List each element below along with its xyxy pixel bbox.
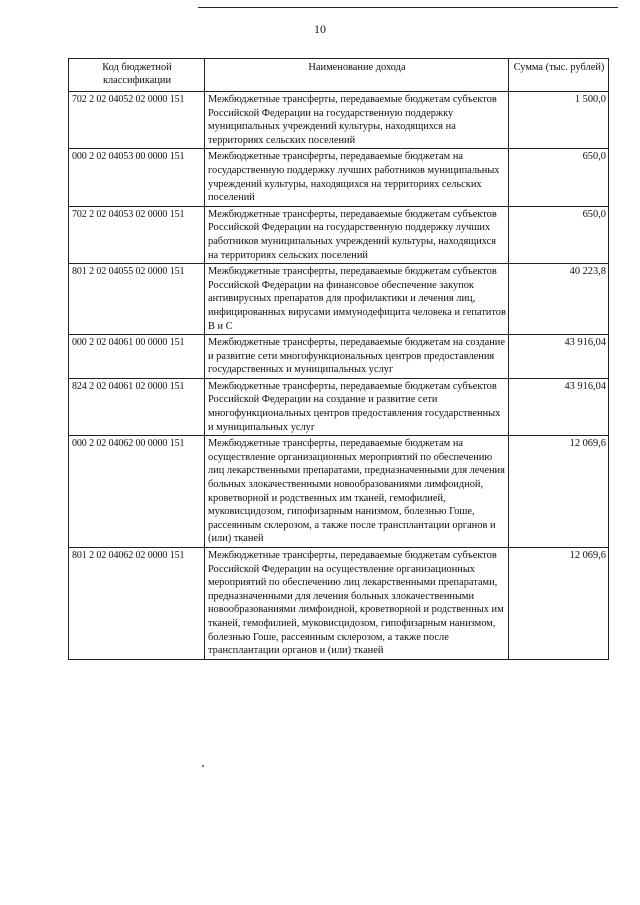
row-sum: 650,0 [509,149,609,206]
income-table [68,58,609,660]
row-name: Межбюджетные трансферты, передаваемые бюджетам на осуществление организационных мероприятий по обеспечению лиц лекарственными препаратами, предназначенными для лечения больных злокачественными новообразованиями лимфоидной, кроветворной и родственных им тканей, гемофилией, муковисцидозом, гипофизарным нанизмом, болезнью Гоше, рассеянным склерозом, а также после трансплантации органов и (или) тканей [205,436,509,548]
row-code: 000 2 02 04062 00 0000 151 [69,436,205,548]
scan-speck [202,765,204,767]
table-row [69,548,609,660]
table-header-row [69,59,609,92]
row-sum: 43 916,04 [509,335,609,379]
row-name: Межбюджетные трансферты, передаваемые бюджетам на государственную поддержку лучших работников муниципальных учреждений культуры, находящихся на территориях сельских поселений [205,149,509,206]
row-name: Межбюджетные трансферты, передаваемые бюджетам субъектов Российской Федерации на государственную поддержку лучших работников муниципальных учреждений культуры, находящихся на территориях сельских поселений [205,206,509,263]
header-code: Код бюджетной классификации [69,59,205,92]
row-name: Межбюджетные трансферты, передаваемые бюджетам субъектов Российской Федерации на создание и развитие сети многофункциональных центров предоставления государственных и муниципальных услуг [205,378,509,435]
table-row [69,335,609,379]
row-name: Межбюджетные трансферты, передаваемые бюджетам субъектов Российской Федерации на осуществление организационных мероприятий по обеспечению лиц лекарственными препаратами, предназначенными для лечения больных злокачественными новообразованиями лимфоидной, кроветворной и родственных им тканей, гемофилией, муковисцидозом, гипофизарным нанизмом, болезнью Гоше, рассеянным склерозом, а также после трансплантации органов и (или) тканей [205,548,509,660]
table-row [69,436,609,548]
header-sum: Сумма (тыс. рублей) [509,59,609,92]
row-code: 702 2 02 04052 02 0000 151 [69,92,205,149]
top-rule [198,7,618,8]
row-code: 000 2 02 04053 00 0000 151 [69,149,205,206]
row-sum: 12 069,6 [509,548,609,660]
row-name: Межбюджетные трансферты, передаваемые бюджетам субъектов Российской Федерации на финансовое обеспечение закупок антивирусных препаратов для профилактики и лечения лиц, инфицированных вирусами иммунодефицита человека и гепатитов B и C [205,264,509,335]
row-sum: 40 223,8 [509,264,609,335]
header-name: Наименование дохода [205,59,509,92]
row-name: Межбюджетные трансферты, передаваемые бюджетам на создание и развитие сети многофункциональных центров предоставления государственных и муниципальных услуг [205,335,509,379]
row-sum: 43 916,04 [509,378,609,435]
row-sum: 1 500,0 [509,92,609,149]
row-code: 801 2 02 04055 02 0000 151 [69,264,205,335]
page-number: 10 [314,22,326,36]
table-row [69,264,609,335]
row-code: 801 2 02 04062 02 0000 151 [69,548,205,660]
row-code: 824 2 02 04061 02 0000 151 [69,378,205,435]
table-row [69,206,609,263]
row-sum: 12 069,6 [509,436,609,548]
row-sum: 650,0 [509,206,609,263]
row-name: Межбюджетные трансферты, передаваемые бюджетам субъектов Российской Федерации на государственную поддержку муниципальных учреждений культуры, находящихся на территориях сельских поселений [205,92,509,149]
table-row [69,378,609,435]
table-row [69,149,609,206]
table-row [69,92,609,149]
row-code: 702 2 02 04053 02 0000 151 [69,206,205,263]
row-code: 000 2 02 04061 00 0000 151 [69,335,205,379]
